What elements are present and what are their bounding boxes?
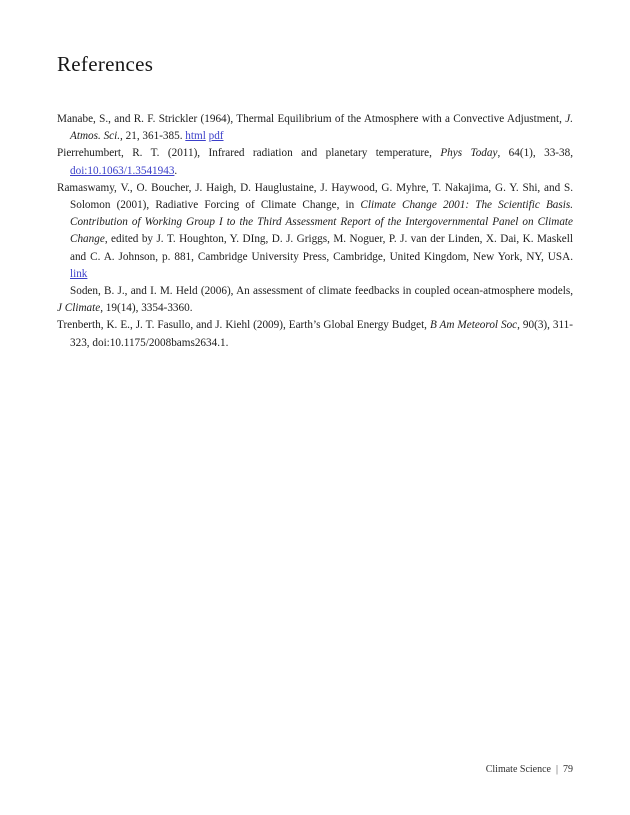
footer-separator: | [555,764,558,775]
page-title: References [57,52,154,76]
footer-book-title: Climate Science [485,764,551,775]
reference-text: Pierrehumbert, R. T. (2011), Infrared radiation and planetary temperature, [57,147,441,160]
reference-link[interactable]: pdf [208,130,224,143]
reference-text: Climate Change 2001: The Scientific Basis. Contribution of Working Group I to the Third Assessment Report of the Intergovernmental Panel on Climate Change [70,199,573,246]
reference-link[interactable]: link [70,267,88,280]
reference-text: Phys Today [440,147,498,160]
reference-text: J. Atmos. Sci., [70,113,573,143]
reference-entry [57,145,573,179]
reference-text: Ramaswamy, V., O. Boucher, J. Haigh, D. Hauglustaine, J. Haywood, G. Myhre, T. Nakajima, G. Y. Shi, and S. Solomon (2001), Radiative Forcing of Climate Change, in [57,181,573,212]
references-list [57,111,573,352]
reference-text: , edited by J. T. Houghton, Y. DIng, D. J. Griggs, M. Noguer, P. J. van der Linden, X. Dai, K. Maskell and C. A. Johnson, p. 881, Cambridge University Press, Cambridge, United Kingdom, New York, NY, USA. [70,233,573,263]
reference-text: J Climate [57,302,101,315]
reference-text: B Am Meteorol Soc [429,319,518,332]
reference-text: Manabe, S., and R. F. Strickler (1964), Thermal Equilibrium of the Atmosphere with a Convective Adjustment, [57,113,566,125]
reference-text: . [174,164,178,177]
reference-text: , 90(3), 311-323, doi:10.1175/2008bams2634.1. [70,319,573,349]
reference-entry [57,317,573,351]
reference-text: , 64(1), 33-38, [497,147,573,160]
reference-entry [57,180,573,283]
reference-entry [57,283,573,317]
reference-text: , 19(14), 3354-3360. [100,302,193,315]
footer-page-number: 79 [563,764,573,775]
reference-link[interactable]: html [185,130,206,143]
page-footer [486,764,573,775]
reference-entry [57,111,573,145]
reference-text: 21, 361-385. [122,130,186,143]
reference-text: Soden, B. J., and I. M. Held (2006), An assessment of climate feedbacks in coupled ocean-atmosphere models, [70,285,573,298]
reference-text: Trenberth, K. E., J. T. Fasullo, and J. Kiehl (2009), Earth’s Global Energy Budget, [57,319,430,332]
reference-link[interactable]: doi:10.1063/1.3541943 [70,164,175,177]
